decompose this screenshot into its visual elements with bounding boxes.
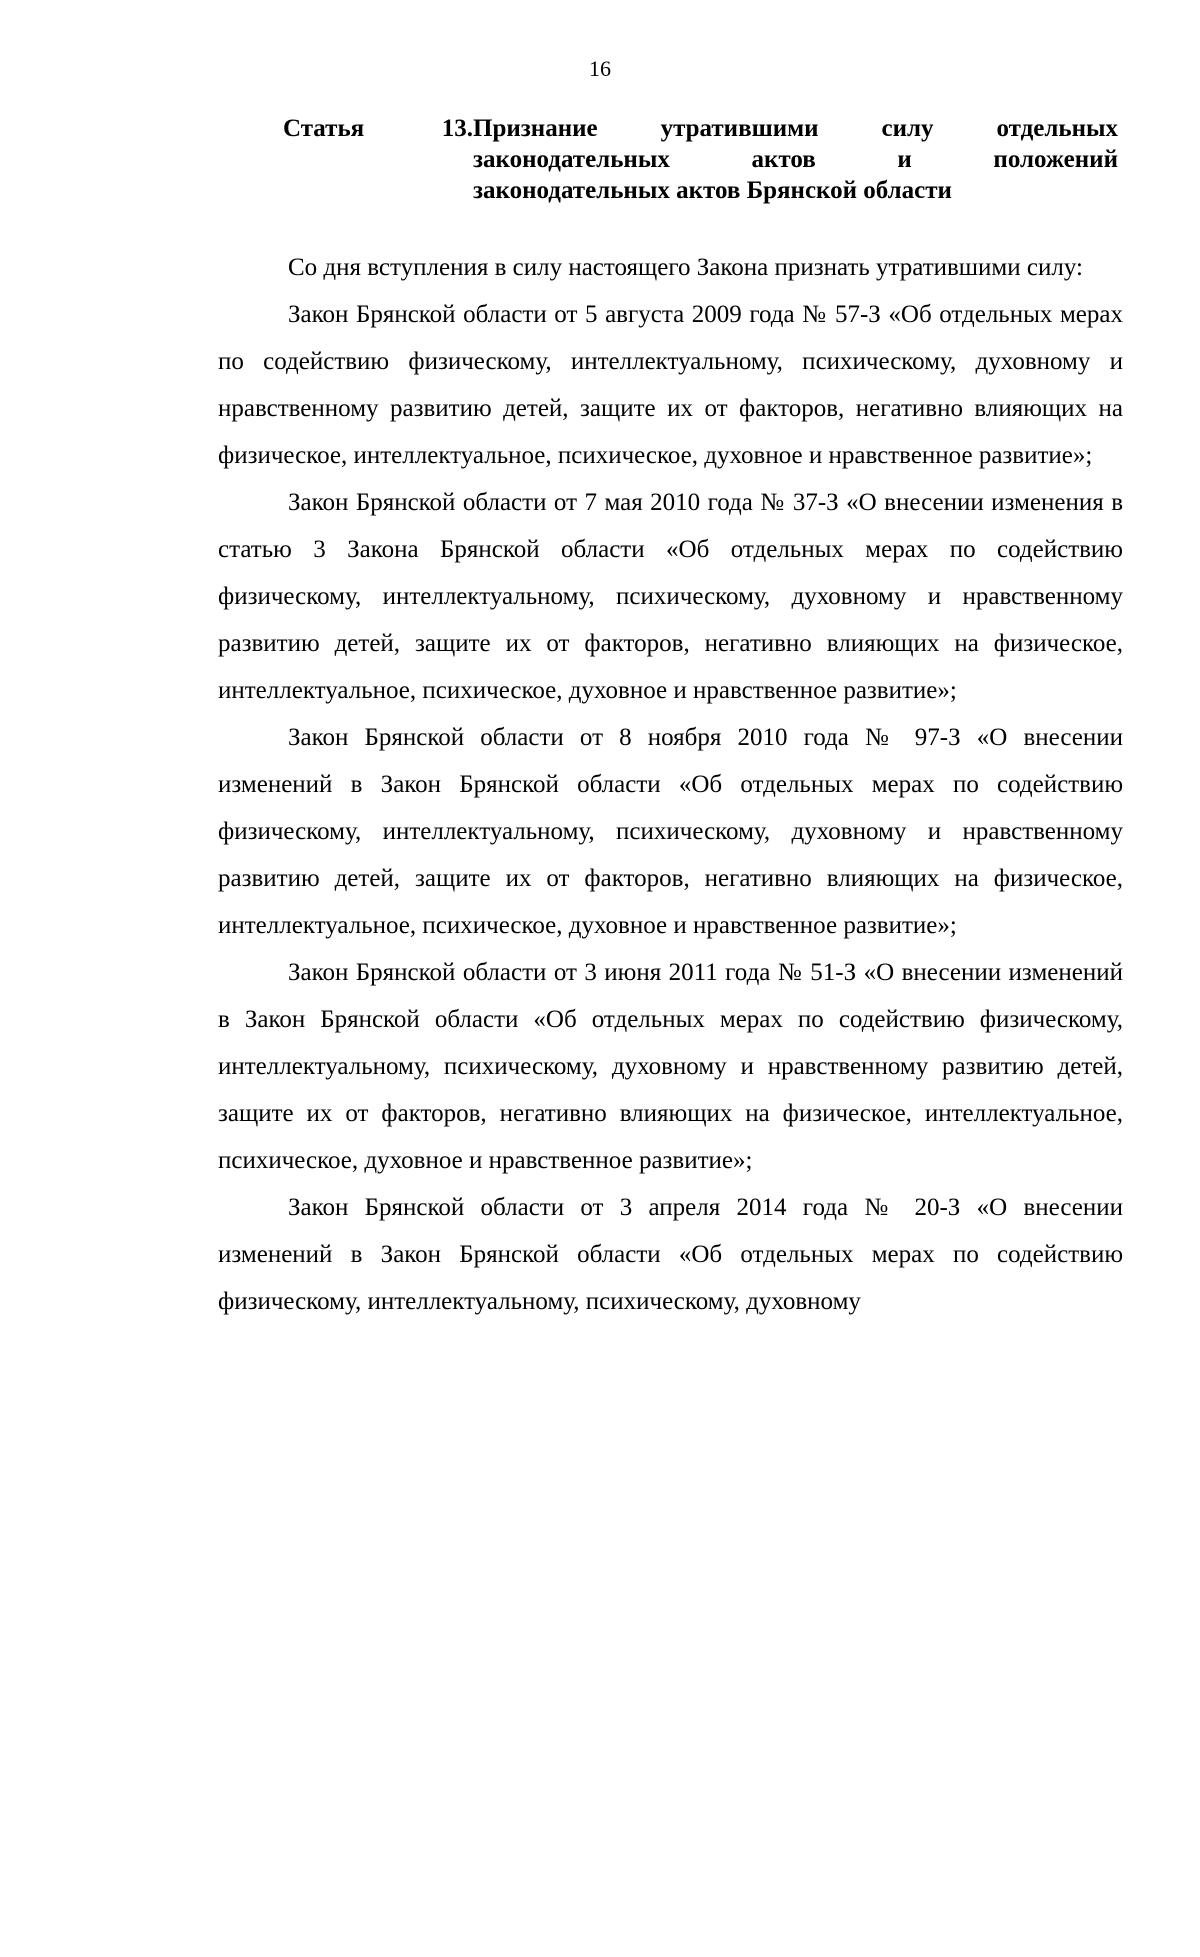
article-number: 13. <box>441 115 473 142</box>
law-paragraph: Закон Брянской области от 7 мая 2010 года № 37-З «О внесении изменения в статью 3 Закона Брянской области «Об отдельных мерах по содействию физическому, интеллектуальному, психическому, духовному и нравственному развитию детей, защите их от факторов, негативно влияющих на физическое, интеллектуальное, психическое, духовное и нравственное развитие»; <box>218 489 1123 704</box>
law-paragraph: Закон Брянской области от 3 апреля 2014 года № 20-З «О внесении изменений в Закон Брянской области «Об отдельных мерах по содействию физическому, интеллектуальному, психическому, духовному <box>218 1194 1123 1315</box>
article-heading <box>283 113 1123 206</box>
article-label <box>283 113 473 144</box>
law-paragraph: Закон Брянской области от 3 июня 2011 года № 51-З «О внесении изменений в Закон Брянской области «Об отдельных мерах по содействию физическому, интеллектуальному, психическому, духовному и нравственному развитию детей, защите их от факторов, негативно влияющих на физическое, интеллектуальное, психическое, духовное и нравственное развитие»; <box>218 959 1123 1174</box>
article-title <box>473 113 1118 206</box>
law-paragraph: Закон Брянской области от 5 августа 2009 года № 57-З «Об отдельных мерах по содействию физическому, интеллектуальному, психическому, духовному и нравственному развитию детей, защите их от факторов, негативно влияющих на физическое, интеллектуальное, психическое, духовное и нравственное развитие»; <box>218 301 1123 469</box>
article-title-line: законодательных актов и положений <box>473 146 1118 173</box>
article-title-line: Признание утратившими силу отдельных <box>473 115 1118 142</box>
article-label-word: Статья <box>283 115 365 142</box>
article-body <box>218 244 1123 1325</box>
article-title-line: законодательных актов Брянской области <box>473 177 952 204</box>
intro-paragraph: Со дня вступления в силу настоящего Закона признать утратившими силу: <box>288 254 1083 281</box>
law-paragraph: Закон Брянской области от 8 ноября 2010 года № 97-З «О внесении изменений в Закон Брянской области «Об отдельных мерах по содействию физическому, интеллектуальному, психическому, духовному и нравственному развитию детей, защите их от факторов, негативно влияющих на физическое, интеллектуальное, психическое, духовное и нравственное развитие»; <box>218 724 1123 939</box>
page-number: 16 <box>589 56 611 81</box>
